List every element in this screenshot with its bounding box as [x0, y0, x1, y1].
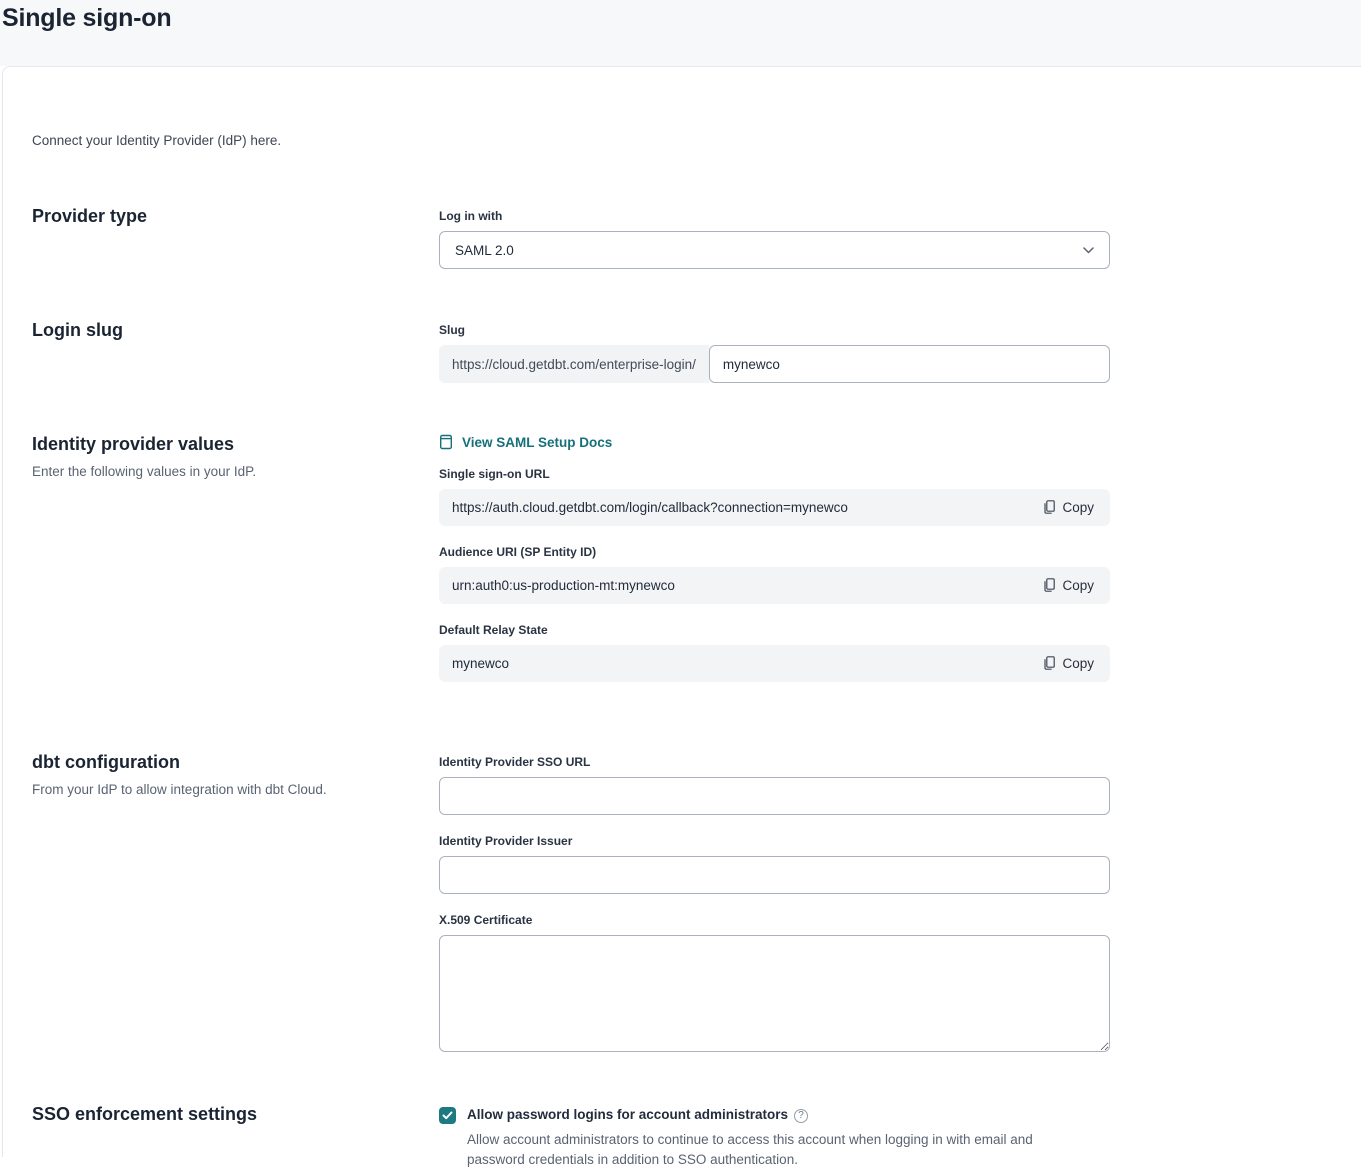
- help-icon[interactable]: ?: [794, 1109, 808, 1123]
- allow-password-logins-label: Allow password logins for account administrators: [467, 1107, 789, 1122]
- intro-text: Connect your Identity Provider (IdP) here.: [32, 133, 282, 148]
- slug-input[interactable]: [709, 345, 1110, 383]
- idp-values-heading: Identity provider values: [32, 434, 235, 454]
- relay-state-label: Default Relay State: [439, 623, 548, 637]
- login-with-label: Log in with: [439, 209, 503, 223]
- copy-icon: [1042, 656, 1055, 671]
- sso-url-value: https://auth.cloud.getdbt.com/login/callback?connection=mynewco: [452, 500, 848, 515]
- section-provider-type: [32, 206, 1361, 269]
- chevron-down-icon: [1083, 247, 1094, 254]
- login-with-selected-value: SAML 2.0: [455, 242, 514, 258]
- allow-password-logins-row: [439, 1106, 1110, 1170]
- allow-password-logins-description: Allow account administrators to continue to access this account when logging in with email and password credentials in addition to SSO authentication.: [467, 1132, 1033, 1167]
- relay-state-value: mynewco: [452, 656, 510, 671]
- section-dbt-configuration: [32, 752, 1361, 1052]
- copy-sso-url-button[interactable]: [1042, 500, 1094, 515]
- idp-issuer-label: Identity Provider Issuer: [439, 834, 573, 848]
- view-saml-setup-docs-link[interactable]: [439, 434, 612, 450]
- copy-label: Copy: [1062, 656, 1094, 671]
- section-sso-enforcement: [32, 1104, 1361, 1170]
- copy-audience-uri-button[interactable]: [1042, 578, 1094, 593]
- x509-certificate-textarea[interactable]: [439, 935, 1110, 1052]
- sso-url-label: Single sign-on URL: [439, 467, 550, 481]
- copy-icon: [1042, 500, 1055, 515]
- audience-uri-value-box: [439, 567, 1110, 604]
- sso-enforcement-heading: SSO enforcement settings: [32, 1104, 258, 1124]
- idp-values-subtext: Enter the following values in your IdP.: [32, 464, 257, 479]
- relay-state-value-box: [439, 645, 1110, 682]
- top-header-bar: [0, 0, 1361, 66]
- settings-card: [2, 66, 1361, 1167]
- copy-label: Copy: [1062, 500, 1094, 515]
- idp-sso-url-input[interactable]: [439, 777, 1110, 815]
- login-slug-heading: Login slug: [32, 320, 123, 340]
- slug-label: Slug: [439, 323, 465, 337]
- x509-certificate-label: X.509 Certificate: [439, 913, 533, 927]
- copy-icon: [1042, 578, 1055, 593]
- provider-type-heading: Provider type: [32, 206, 148, 226]
- slug-input-group: [439, 345, 1110, 383]
- section-login-slug: [32, 320, 1361, 383]
- audience-uri-value: urn:auth0:us-production-mt:mynewco: [452, 578, 675, 593]
- dbt-config-heading: dbt configuration: [32, 752, 180, 772]
- slug-url-prefix: https://cloud.getdbt.com/enterprise-login/: [439, 345, 709, 383]
- audience-uri-label: Audience URI (SP Entity ID): [439, 545, 597, 559]
- page-title: Single sign-on: [2, 4, 172, 32]
- allow-password-logins-checkbox[interactable]: [439, 1107, 456, 1124]
- checkmark-icon: [442, 1111, 453, 1120]
- section-identity-provider-values: [32, 434, 1361, 701]
- idp-issuer-input[interactable]: [439, 856, 1110, 894]
- idp-sso-url-label: Identity Provider SSO URL: [439, 755, 591, 769]
- dbt-config-subtext: From your IdP to allow integration with dbt Cloud.: [32, 782, 327, 797]
- document-icon: [439, 434, 453, 450]
- copy-label: Copy: [1062, 578, 1094, 593]
- copy-relay-state-button[interactable]: [1042, 656, 1094, 671]
- sso-url-value-box: [439, 489, 1110, 526]
- login-with-select[interactable]: [439, 231, 1110, 269]
- view-saml-setup-docs-label: View SAML Setup Docs: [462, 434, 613, 450]
